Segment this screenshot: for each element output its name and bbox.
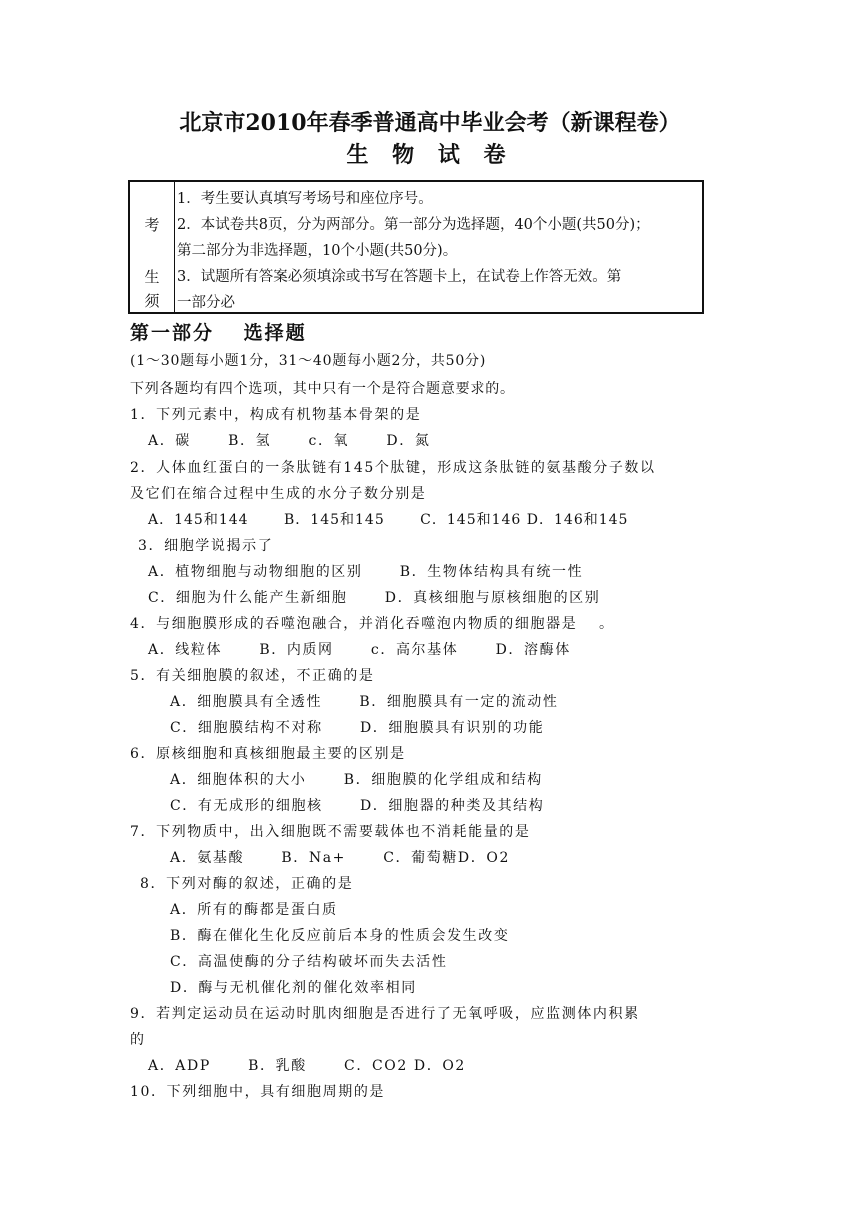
answer-options: A．碳 B．氢 c．氧 D．氮: [148, 433, 431, 449]
exam-title: 北京市2010年春季普通高中毕业会考（新课程卷）: [179, 110, 681, 136]
answer-options: C．细胞膜结构不对称 D．细胞膜具有识别的功能: [170, 720, 545, 736]
answer-options: C．细胞为什么能产生新细胞 D．真核细胞与原核细胞的区别: [148, 590, 601, 606]
score-note: (1～30题每小题1分，31～40题每小题2分，共50分): [130, 353, 487, 369]
question-stem: 的: [130, 1032, 146, 1048]
notice-line: 1．考生要认真填写考场号和座位序号。: [177, 191, 433, 207]
question-stem: 2．人体血红蛋白的一条肽链有145个肽键，形成这条肽链的氨基酸分子数以: [130, 460, 656, 476]
question-stem: 10．下列细胞中，具有细胞周期的是: [130, 1084, 386, 1100]
question-stem: 5．有关细胞膜的叙述，不正确的是: [130, 668, 375, 684]
instruction-text: 下列各题均有四个选项，其中只有一个是符合题意要求的。: [130, 381, 515, 397]
notice-line: 一部分必: [177, 295, 235, 311]
candidate-notice-box: [128, 180, 704, 314]
notice-divider: [174, 182, 175, 312]
notice-label-char: 生: [144, 268, 160, 286]
answer-options: A．ADP B．乳酸 C．CO2 D．O2: [148, 1058, 466, 1074]
answer-options: A．细胞体积的大小 B．细胞膜的化学组成和结构: [170, 772, 543, 788]
question-stem: 3．细胞学说揭示了: [138, 538, 274, 554]
answer-options: A．植物细胞与动物细胞的区别 B．生物体结构具有统一性: [148, 564, 584, 580]
question-stem: 9．若判定运动员在运动时肌肉细胞是否进行了无氧呼吸，应监测体内积累: [130, 1006, 640, 1022]
notice-label-char: 考: [144, 216, 160, 234]
answer-option: A．所有的酶都是蛋白质: [170, 902, 338, 918]
answer-option: B．酶在催化生化反应前后本身的性质会发生改变: [170, 928, 510, 944]
section-heading: 第一部分 选择题: [130, 322, 307, 344]
notice-label-char: 须: [144, 292, 160, 310]
question-stem: 6．原核细胞和真核细胞最主要的区别是: [130, 746, 406, 762]
answer-options: C．有无成形的细胞核 D．细胞器的种类及其结构: [170, 798, 545, 814]
question-stem: 4．与细胞膜形成的吞噬泡融合，并消化吞噬泡内物质的细胞器是 。: [130, 616, 615, 632]
question-stem: 及它们在缩合过程中生成的水分子数分别是: [130, 486, 427, 502]
notice-line: 第二部分为非选择题，10个小题(共50分)。: [177, 243, 458, 259]
answer-options: A．氨基酸 B．Na+ C．葡萄糖D．O2: [170, 850, 510, 866]
question-stem: 7．下列物质中，出入细胞既不需要载体也不消耗能量的是: [130, 824, 531, 840]
answer-options: A．145和144 B．145和145 C．145和146 D．146和145: [148, 512, 629, 528]
notice-line: 2．本试卷共8页，分为两部分。第一部分为选择题，40个小题(共50分)；: [177, 217, 650, 233]
answer-option: C．高温使酶的分子结构破坏而失去活性: [170, 954, 448, 970]
notice-line: 3．试题所有答案必须填涂或书写在答题卡上，在试卷上作答无效。第: [177, 269, 622, 285]
answer-option: D．酶与无机催化剂的催化效率相同: [170, 980, 417, 996]
question-stem: 1．下列元素中，构成有机物基本骨架的是: [130, 407, 422, 423]
question-stem: 8．下列对酶的叙述，正确的是: [140, 876, 354, 892]
answer-options: A．细胞膜具有全透性 B．细胞膜具有一定的流动性: [170, 694, 559, 710]
exam-subtitle: 生 物 试 卷: [346, 142, 514, 168]
answer-options: A．线粒体 B．内质网 c．高尔基体 D．溶酶体: [148, 642, 571, 658]
